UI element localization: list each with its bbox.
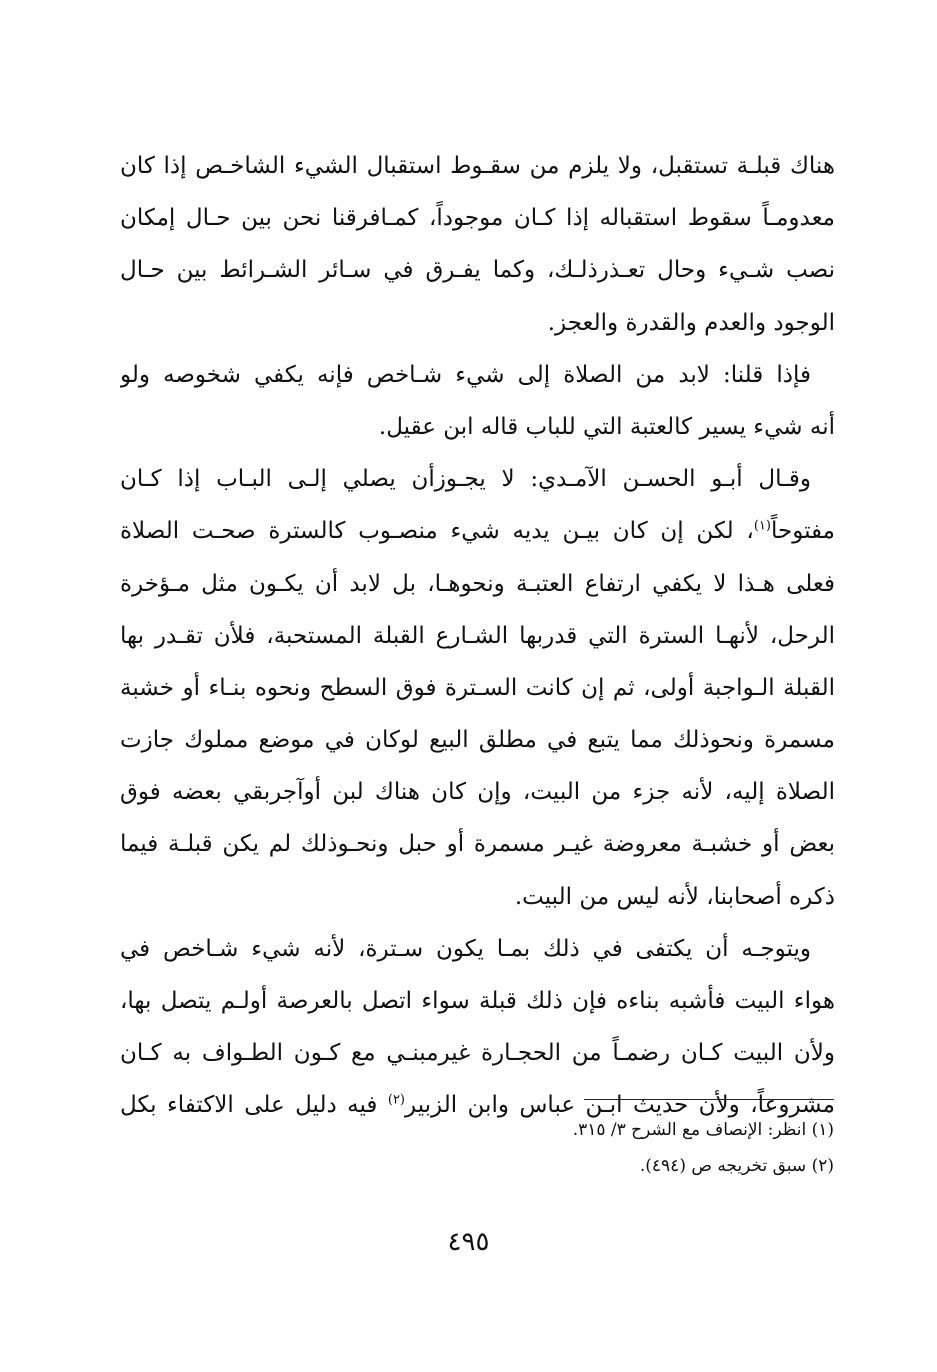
footnote-item: (١) انظر: الإنصاف مع الشرح ٣/ ٣١٥. — [572, 1120, 834, 1140]
text-line: ولأن البيت كـان رضمـاً من الحجـارة غيرمبنـي مع كـون الطـواف به كـان — [120, 1040, 835, 1067]
text-fragment: مشروعاً، ولأن حديث ابـن عباس وابن الزبير — [405, 1092, 835, 1119]
text-line: بعض أو خشبـة معروضة غيـر مسمرة أو حبل ونحـوذلك لم يكن قبلـة فيما — [120, 831, 835, 858]
text-line: أنه شيء يسير كالعتبة التي للباب قاله ابن عقيل. — [378, 413, 835, 440]
text-line: وقـال أبـو الحسـن الآمـدي: لا يجـوزأن يصلي إلـى البـاب إذا كـان — [120, 466, 811, 493]
main-text — [120, 140, 835, 1132]
footnote-marker: (٢) — [387, 1092, 405, 1108]
text-line: ويتوجـه أن يكتفى في ذلك بمـا يكون سـترة، لأنه شيء شـاخص في — [120, 935, 811, 962]
footnotes — [334, 1112, 834, 1184]
text-fragment: مفتوحاً — [770, 518, 835, 545]
text-line: مسمرة ونحوذلك مما يتبع في مطلق البيع لوكان في موضع مملوك جازت — [120, 727, 835, 754]
text-line: الوجود والعدم والقدرة والعجز. — [547, 309, 835, 336]
text-line: الصلاة إليه، لأنه جزء من البيت، وإن كان هناك لبن أوآجربقي بعضه فوق — [120, 779, 835, 806]
page-number: ٤٩٥ — [447, 1227, 490, 1257]
text-line: نصب شـيء وحال تعـذرذلـك، وكما يفـرق في سـائر الشـرائط بين حـال — [120, 257, 835, 284]
text-fragment: فيه دليل على الاكتفاء بكل — [120, 1092, 378, 1119]
text-line: القبلة الـواجبة أولى، ثم إن كانت السـترة فوق السطح ونحوه بنـاء أو خشبة — [120, 674, 835, 701]
text-fragment: ، لكن إن كان بيـن يديه شيء منصـوب كالسترة صحـت الصلاة — [120, 518, 754, 545]
footnote-marker: (١) — [753, 518, 771, 534]
text-line: ذكره أصحابنا، لأنه ليس من البيت. — [514, 883, 835, 910]
text-line: هواء البيت فأشبه بناءه فإن ذلك قبلة سواء اتصل بالعرصة أولـم يتصل بها، — [120, 988, 835, 1014]
text-line: الرحل، لأنهـا السترة التي قدربها الشـارع القبلة المستحبة، فلأن تقـدر بها — [120, 622, 835, 649]
text-line: هناك قبلـة تستقبل، ولا يلزم من سقـوط استقبال الشيء الشاخـص إذا كان — [120, 153, 835, 179]
footnote-separator — [584, 1099, 834, 1100]
text-line-with-footnote — [120, 505, 835, 557]
text-line: فإذا قلنا: لابد من الصلاة إلى شيء شـاخص فإنه يكفي شخوصه ولو — [120, 361, 811, 388]
footnote-item: (٢) سبق تخريجه ص (٤٩٤). — [639, 1156, 834, 1176]
text-line: معدومـاً سقوط استقباله إذا كـان موجوداً، كمـافرقنا نحن بين حـال إمكان — [120, 205, 835, 232]
text-line: فعلى هـذا لا يكفي ارتفاع العتبـة ونحوهـا، بل لابد أن يكـون مثل مـؤخرة — [120, 570, 835, 597]
